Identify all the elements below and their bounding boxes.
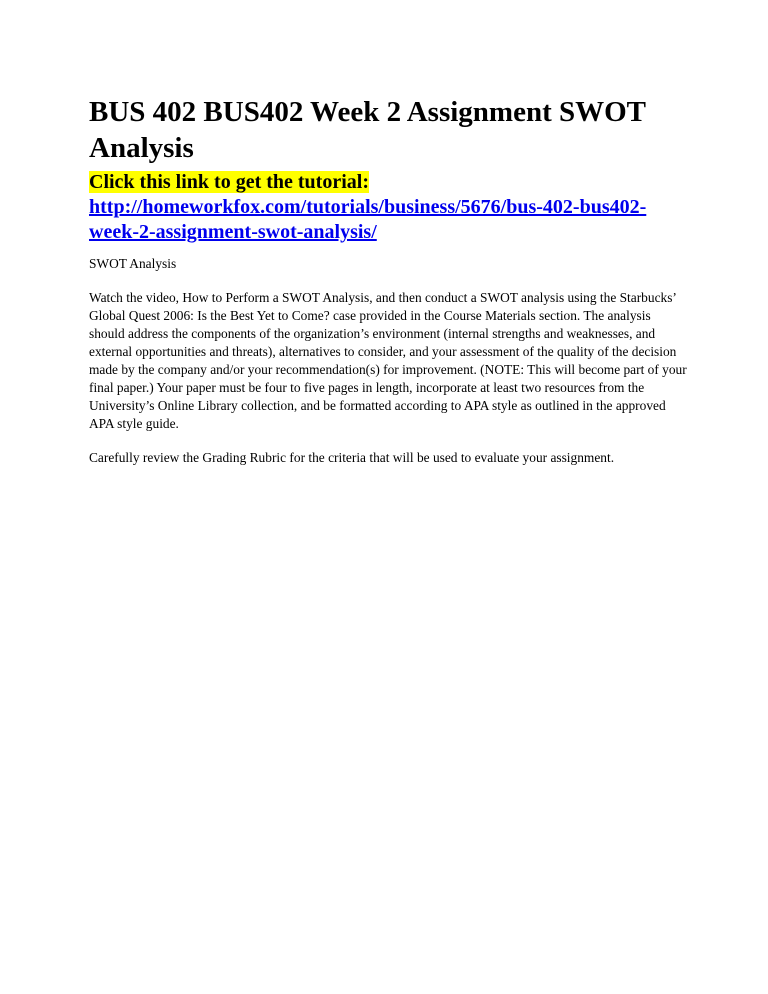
rubric-note: Carefully review the Grading Rubric for the criteria that will be used to evaluate your assignment. [89,450,615,465]
section-heading: SWOT Analysis [89,256,177,271]
tutorial-callout-label: Click this link to get the tutorial: [89,171,369,193]
tutorial-link[interactable]: http://homeworkfox.com/tutorials/business/5676/bus-402-bus402-week-2-assignment-swot-analysis/ [89,196,647,243]
document-title: BUS 402 BUS402 Week 2 Assignment SWOT Analysis [89,96,646,164]
tutorial-callout [89,170,689,195]
document-page [89,94,689,467]
assignment-instructions: Watch the video, How to Perform a SWOT Analysis, and then conduct a SWOT analysis using the Starbucks’ Global Quest 2006: Is the Best Yet to Come? case provided in the Course Materials section. The analysis should address the components of the organization’s environment (internal strengths and weaknesses, and external opportunities and threats), alternatives to consider, and your assessment of the quality of the decision made by the company and/or your recommendation(s) for improvement. (NOTE: This will become part of your final paper.) Your paper must be four to five pages in length, incorporate at least two resources from the University’s Online Library collection, and be formatted according to APA style as outlined in the approved APA style guide. [89,290,687,431]
